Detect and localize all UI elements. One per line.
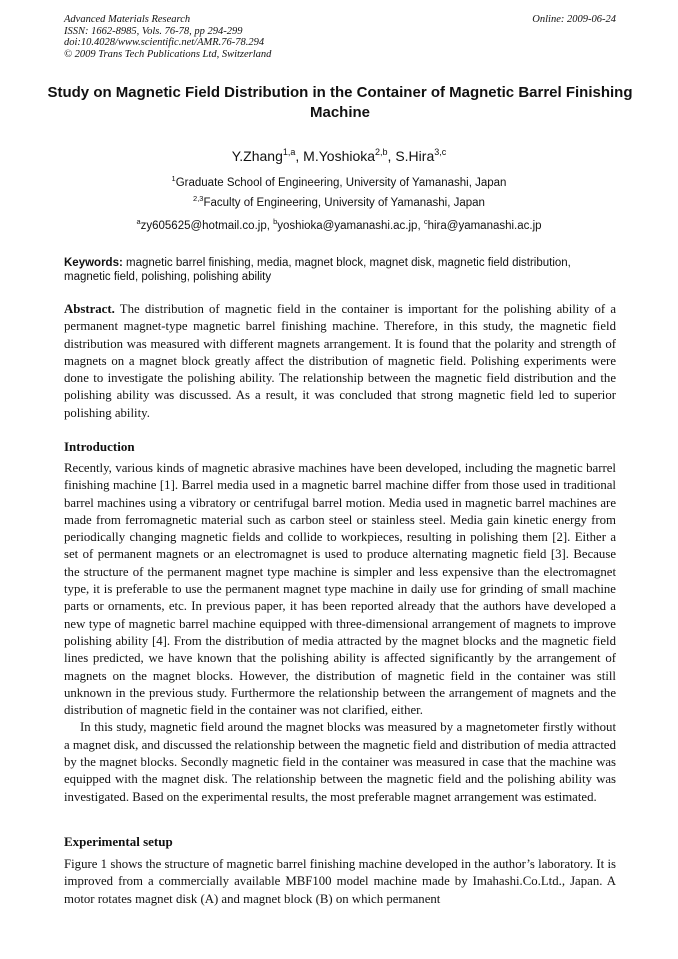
copyright-line: © 2009 Trans Tech Publications Ltd, Switzerland xyxy=(64,48,272,60)
email-c[interactable]: $^c$hira@yamanashi.ac.jp xyxy=(423,217,542,232)
email-b[interactable]: $^b$yoshioka@yamanashi.ac.jp, xyxy=(273,217,424,232)
paragraph: Figure 1 shows the structure of magnetic barrel finishing machine developed in the author’s laboratory. It is improved from a commercially available MBF100 model machine made by Imahashi.Co.Ltd., Japan. A motor rotates magnet disk (A) and magnet block (B) on which permanent xyxy=(64,857,616,906)
abstract-label: Abstract. xyxy=(64,302,115,316)
doi-line[interactable]: doi:10.4028/www.scientific.net/AMR.76-78.294 xyxy=(64,37,265,48)
journal-name: Advanced Materials Research xyxy=(64,14,191,25)
issn-line: ISSN: 1662-8985, Vols. 76-78, pp 294-299 xyxy=(64,25,243,37)
email-a[interactable]: $^a$zy605625@hotmail.co.jp, xyxy=(136,217,274,232)
author: S.Hira$^{3,c}$ xyxy=(395,147,447,164)
paper-title: Study on Magnetic Field Distribution in the Container of Magnetic Barrel Finishing Machine xyxy=(47,84,633,121)
paragraph: Recently, various kinds of magnetic abrasive machines have been developed, including the magnetic barrel finishing machine [1]. Barrel media used in a magnetic barrel machine differ from those used in traditional barrel machines using a vibratory or centrifugal barrel motion. Media used in magnetic barrel machines are made from ferromagnetic material such as carbon steel or stainless steel. Media gain kinetic energy from periodically changing magnetic fields and collide to workpieces, resulting in polishing them [2]. Either a set of permanent magnets or an electromagnet is used to produce alternating magnetic field [3]. Because the structure of the permanent magnet type machine is simpler and less expensive than the electromagnet type, it is preferable to use the permanent magnet type machine in daily use for grinding of small machine parts or ornaments, etc. In previous paper, it has been reported already that the authors have developed a new type of magnetic barrel machine equipped with three-dimensional arrangement of magnets to improve polishing ability [4]. From the distribution of media attracted by the magnet blocks and the magnetic field lines predicted, we have known that the polishing ability is affected significantly by the arrangement of magnets on the magnet blocks. However, the distribution of magnetic field in the container was still unknown in the previous study. Furthermore the relationship between the arrangement of magnets and the distribution of magnetic field in the container was not clarified, either. xyxy=(64,461,616,718)
experimental-body xyxy=(64,856,616,908)
introduction-heading: Introduction xyxy=(64,439,135,454)
journal-header xyxy=(64,14,616,60)
affiliation-1: $^1$Graduate School of Engineering, University of Yamanashi, Japan xyxy=(171,174,507,189)
author: Y.Zhang$^{1,a}$, xyxy=(231,147,304,164)
abstract xyxy=(64,301,616,422)
keywords-text: magnetic barrel finishing, media, magnet block, magnet disk, magnetic field distribution, magnetic field, polishing, polishing ability xyxy=(64,257,571,283)
affiliation-2: $^{2,3}$Faculty of Engineering, University of Yamanashi, Japan xyxy=(193,194,485,209)
author-list xyxy=(0,148,678,164)
abstract-text: The distribution of magnetic field in the container is important for the polishing ability of a permanent magnet-type magnetic barrel finishing machine. Therefore, in this study, the magnetic field distribution was measured with different magnets arrangement. It is found that the polarity and strength of magnets on a magnet block greatly affect the distribution of magnetic field. Polishing experiments were done to investigate the polishing ability. The relationship between the magnetic field distribution and the polishing ability was discussed. As a result, it was concluded that strong magnetic field led to superior polishing ability. xyxy=(64,302,616,420)
paragraph: In this study, magnetic field around the magnet blocks was measured by a magnetometer firstly without a magnet disk, and discussed the relationship between the magnetic field and distribution of media attracted by the magnet blocks. Secondly magnetic field in the container was measured in case that the machine was equipped with the magnet disk. The relationship between the magnetic field and the polishing ability was investigated. Based on the experimental results, the most preferable magnet arrangement was estimated. xyxy=(64,720,616,804)
keywords-label: Keywords: xyxy=(64,257,123,269)
email-list xyxy=(0,217,678,232)
experimental-heading: Experimental setup xyxy=(64,834,173,849)
online-date: Online: 2009-06-24 xyxy=(532,14,616,25)
keywords xyxy=(64,256,616,284)
introduction-body xyxy=(64,460,616,806)
author: M.Yoshioka$^{2,b}$, xyxy=(303,147,396,164)
